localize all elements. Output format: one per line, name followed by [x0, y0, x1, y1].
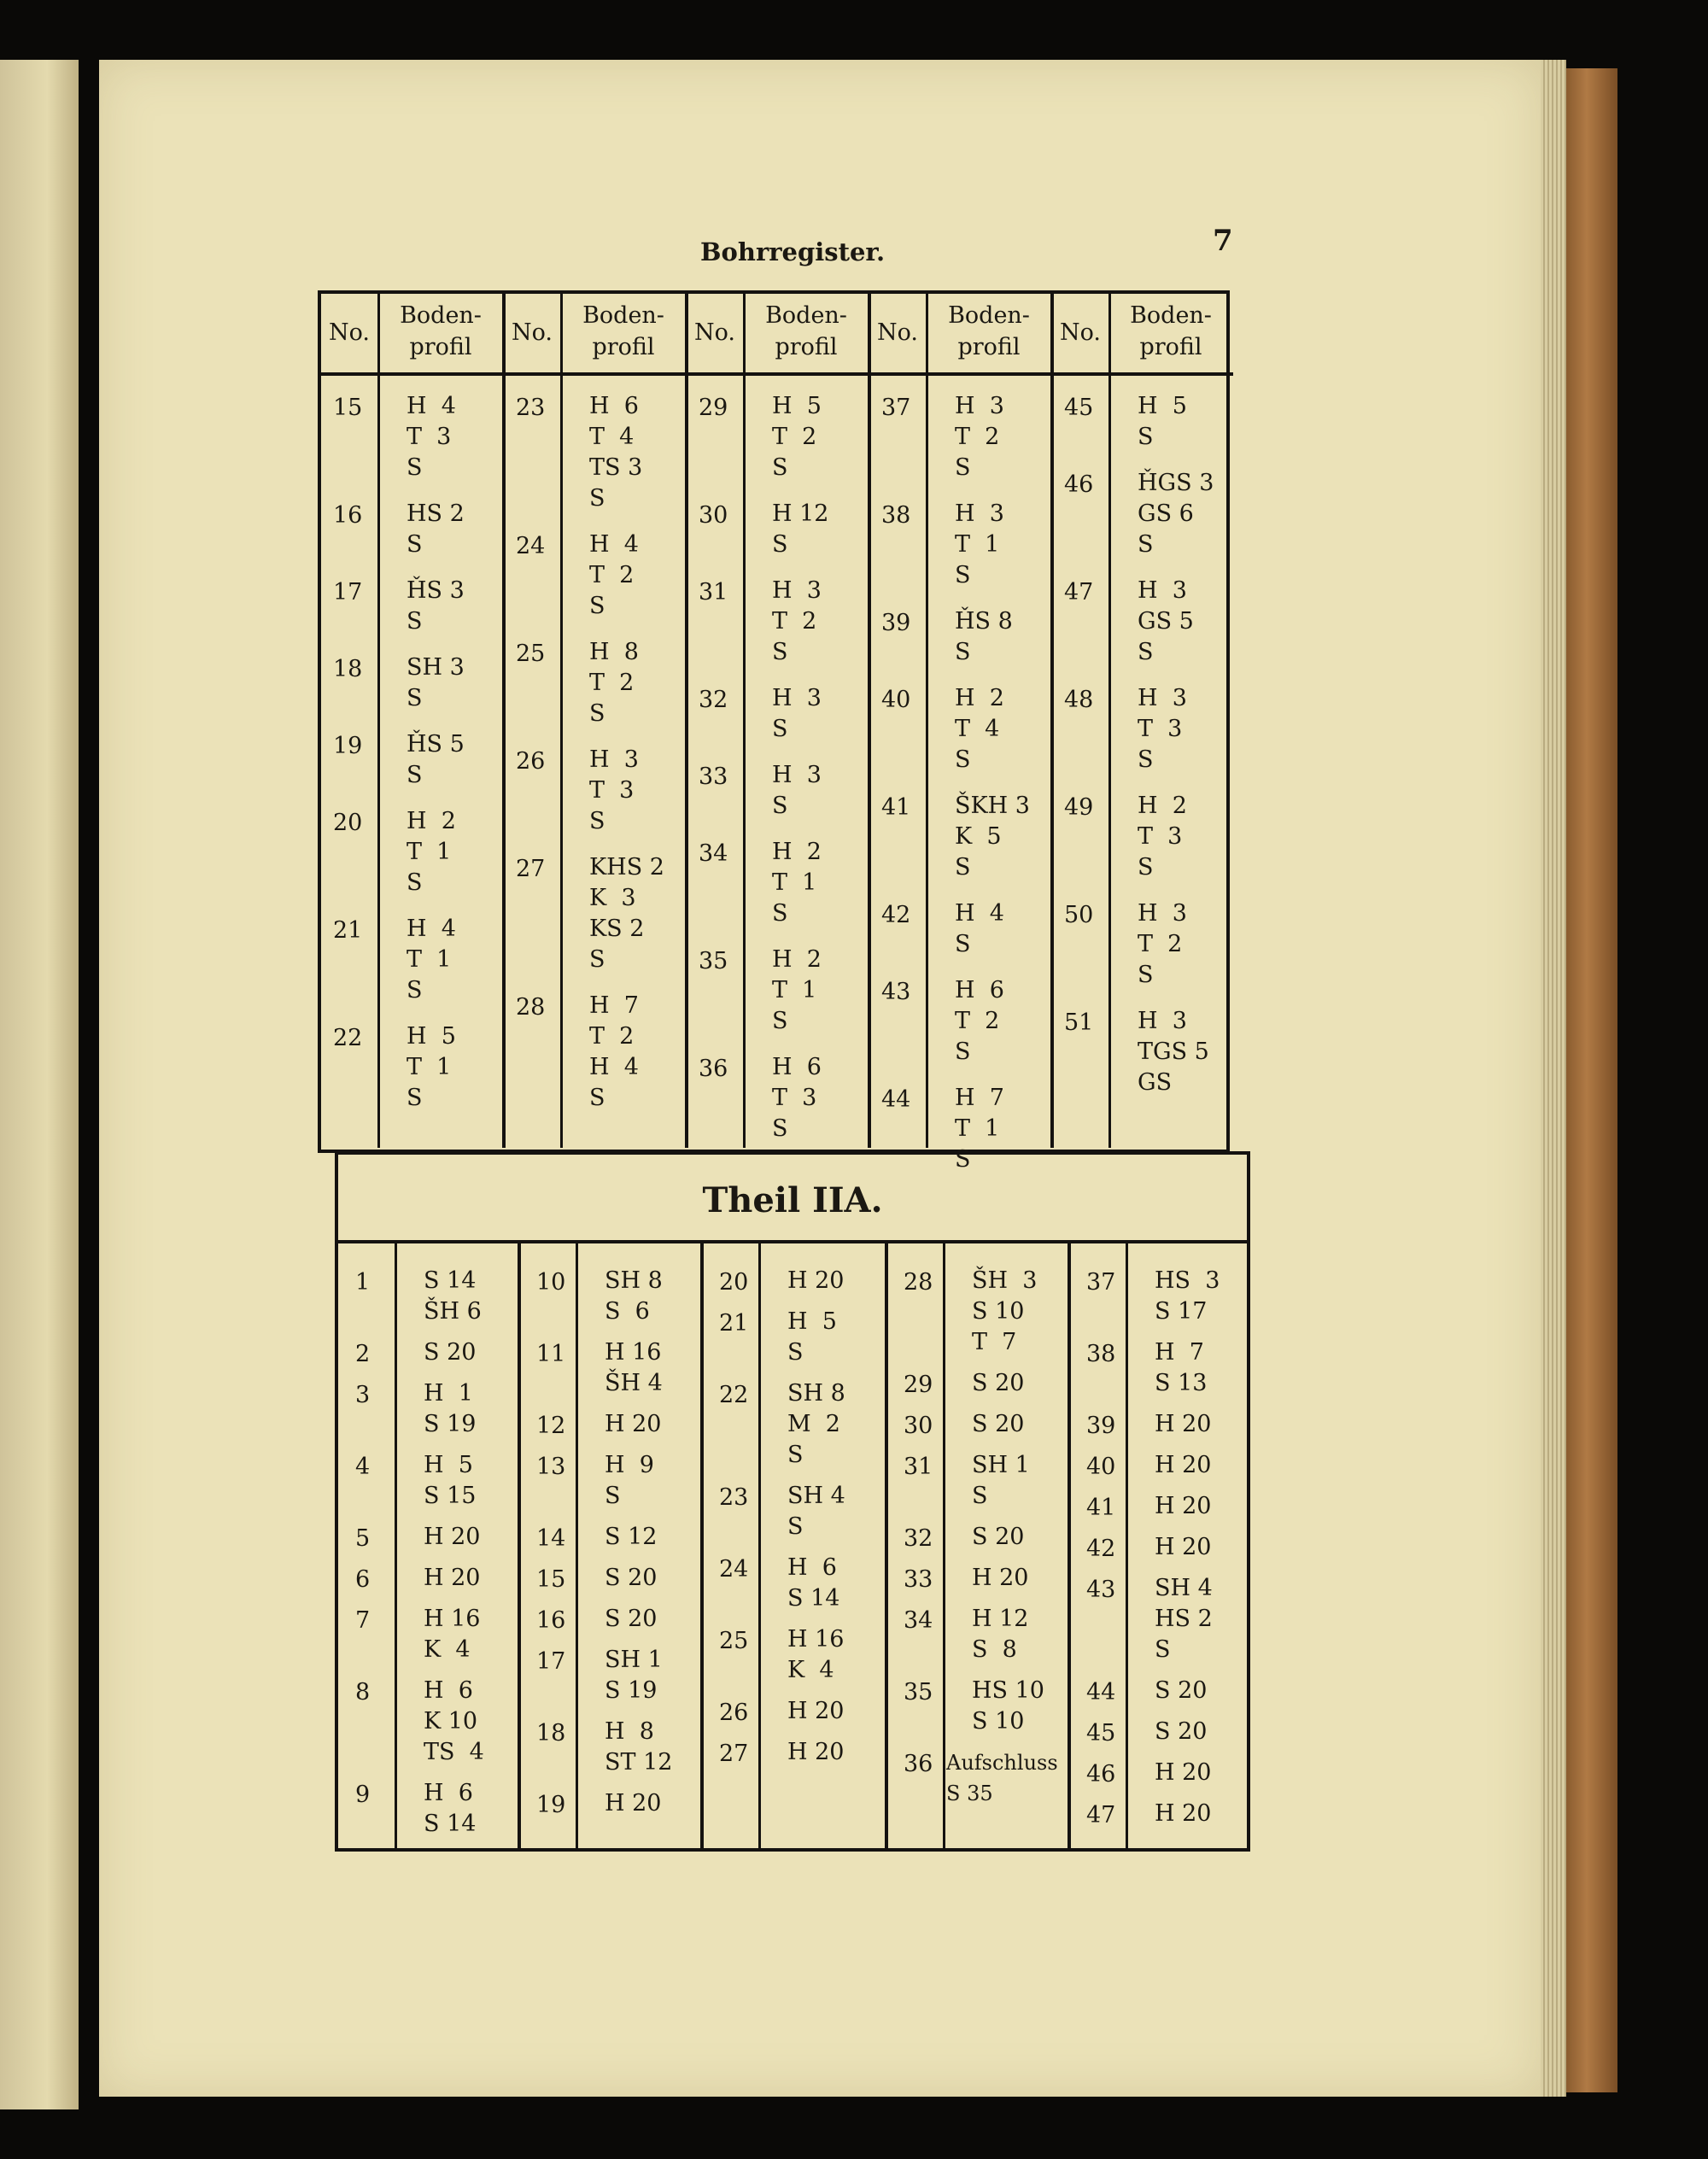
soil-profile: H 8 ST 12 [605, 1718, 673, 1776]
bore-number: 5 [355, 1525, 371, 1552]
soil-profile: H 2 T 3 S [1138, 793, 1187, 881]
soil-profile: ȞS 8 S [955, 608, 1013, 665]
bore-number: 12 [536, 1413, 566, 1439]
soil-profile: H 2 T 1 S [772, 946, 822, 1034]
soil-profile: H 20 [787, 1267, 845, 1294]
soil-profile: H 6 K 10 TS 4 [424, 1677, 484, 1765]
bore-number: 13 [536, 1454, 566, 1480]
bore-number: 34 [904, 1607, 933, 1634]
bore-number: 27 [516, 856, 546, 882]
section-title: Theil IIA. [702, 1180, 883, 1220]
soil-profile: SH 4 HS 2 S [1155, 1575, 1213, 1663]
bore-number: 27 [719, 1741, 749, 1767]
bore-number: 31 [904, 1454, 933, 1480]
soil-profile: S 20 [605, 1565, 658, 1591]
soil-profile: H 16 K 4 [424, 1606, 481, 1663]
bore-number: 50 [1064, 902, 1094, 928]
bore-number: 49 [1064, 794, 1094, 821]
group-rule [685, 294, 688, 1148]
header-no [687, 294, 743, 376]
header-profil-line1: Boden- [582, 302, 664, 329]
bore-number: 42 [881, 902, 911, 928]
header-no-label: No. [329, 319, 370, 346]
header-no-label: No. [512, 319, 553, 346]
bore-number: 40 [1086, 1454, 1116, 1480]
header-profil-line2: profil [775, 334, 838, 360]
header-profil-line2: profil [409, 334, 472, 360]
header-profil-line2: profil [592, 334, 655, 360]
soil-profile: Aufschluss S 35 [946, 1751, 1058, 1805]
header-profil [377, 294, 504, 376]
bore-number: 25 [516, 641, 546, 667]
bore-number: 1 [355, 1269, 371, 1296]
bore-number: 11 [536, 1341, 566, 1367]
bore-number: 42 [1086, 1536, 1116, 1562]
soil-profile: S 12 [605, 1524, 658, 1550]
soil-profile: S 14 ŠH 6 [424, 1267, 482, 1325]
bore-number: 6 [355, 1566, 371, 1593]
soil-profile: H 3 S [772, 762, 822, 819]
soil-profile: H 5 T 2 S [772, 393, 822, 481]
running-title: Bohrregister. [700, 237, 886, 266]
soil-profile: H 4 T 3 S [407, 393, 456, 481]
bore-number: 15 [536, 1566, 566, 1593]
soil-profile: H 20 [1155, 1411, 1212, 1437]
soil-profile: H 1 S 19 [424, 1380, 477, 1437]
bore-number: 39 [1086, 1413, 1116, 1439]
bore-number: 23 [719, 1484, 749, 1511]
bore-number: 48 [1064, 687, 1094, 713]
bore-number: 16 [536, 1607, 566, 1634]
group-rule [868, 294, 871, 1148]
soil-profile: S 20 [972, 1524, 1025, 1550]
soil-profile: H 2 T 1 S [772, 839, 822, 927]
borehole-table-part2 [335, 1151, 1250, 1852]
soil-profile: S 20 [972, 1370, 1025, 1396]
column-rule [395, 1243, 397, 1852]
soil-profile: H 3 GS 5 S [1138, 577, 1194, 665]
soil-profile: H 20 [424, 1524, 481, 1550]
bore-number: 28 [516, 994, 546, 1021]
bore-number: 24 [516, 533, 546, 559]
soil-profile: H 7 T 2 H 4 S [589, 992, 639, 1111]
group-rule [700, 1243, 704, 1852]
bore-number: 35 [699, 948, 728, 974]
bore-number: 25 [719, 1628, 749, 1654]
group-rule [502, 294, 506, 1148]
bore-number: 47 [1064, 579, 1094, 606]
bore-number: 14 [536, 1525, 566, 1552]
soil-profile: H 20 [605, 1790, 662, 1817]
bore-number: 29 [699, 395, 728, 421]
bore-number: 33 [699, 764, 728, 790]
bore-number: 46 [1086, 1761, 1116, 1787]
bore-number: 30 [904, 1413, 933, 1439]
soil-profile: S 20 [424, 1339, 477, 1366]
column-rule [943, 1243, 945, 1852]
soil-profile: H 9 S [605, 1452, 654, 1509]
bore-number: 41 [1086, 1495, 1116, 1521]
header-no [321, 294, 377, 376]
soil-profile: S 20 [1155, 1677, 1208, 1704]
header-profil [926, 294, 1052, 376]
soil-profile: H 8 T 2 S [589, 639, 639, 727]
soil-profile: H 20 [972, 1565, 1029, 1591]
column-rule [1108, 294, 1111, 1148]
bore-number: 37 [881, 395, 911, 421]
bore-number: 46 [1064, 471, 1094, 498]
page-number: 7 [1213, 224, 1233, 258]
soil-profile: H 20 [787, 1739, 845, 1765]
header-no [504, 294, 560, 376]
bore-number: 43 [881, 979, 911, 1005]
bore-number: 16 [333, 502, 363, 529]
soil-profile: HS 2 S [407, 500, 465, 558]
bore-number: 8 [355, 1679, 371, 1706]
bore-number: 18 [536, 1720, 566, 1747]
bore-number: 19 [536, 1792, 566, 1818]
bore-number: 18 [333, 656, 363, 682]
soil-profile: H 20 [787, 1698, 845, 1724]
bore-number: 10 [536, 1269, 566, 1296]
bore-number: 36 [904, 1751, 933, 1777]
column-rule [377, 294, 380, 1148]
bore-number: 17 [536, 1648, 566, 1675]
soil-profile: S 20 [1155, 1718, 1208, 1745]
soil-profile: H 3 T 3 S [589, 746, 639, 834]
column-rule [758, 1243, 761, 1852]
bore-number: 39 [881, 610, 911, 636]
page-block-edge [1541, 60, 1566, 2097]
section-divider [338, 1240, 1247, 1243]
soil-profile: H 3 TGS 5 GS [1138, 1008, 1209, 1096]
bore-number: 24 [719, 1556, 749, 1583]
soil-profile: H 3 T 3 S [1138, 685, 1187, 773]
soil-profile: H 5 T 1 S [407, 1023, 456, 1111]
bore-number: 34 [699, 840, 728, 867]
soil-profile: ȞS 3 S [407, 577, 465, 635]
bore-number: 26 [516, 748, 546, 775]
bore-number: 36 [699, 1056, 728, 1082]
bore-number: 32 [699, 687, 728, 713]
soil-profile: H 6 T 4 TS 3 S [589, 393, 643, 512]
soil-profile: H 16 K 4 [787, 1626, 845, 1683]
column-rule [1126, 1243, 1128, 1852]
soil-profile: H 5 S [1138, 393, 1187, 450]
soil-profile: S 20 [972, 1411, 1025, 1437]
bore-number: 19 [333, 733, 363, 759]
header-no [1052, 294, 1108, 376]
bore-number: 38 [881, 502, 911, 529]
soil-profile: H 3 T 1 S [955, 500, 1004, 588]
soil-profile: ȞGS 3 GS 6 S [1138, 470, 1214, 558]
soil-profile: H 7 T 1 S [955, 1085, 1004, 1173]
soil-profile: HS 10 S 10 [972, 1677, 1044, 1735]
column-rule [560, 294, 563, 1148]
soil-profile: H 3 S [772, 685, 822, 742]
bore-number: 47 [1086, 1802, 1116, 1828]
header-profil-line1: Boden- [1130, 302, 1212, 329]
soil-profile: ŠKH 3 K 5 S [955, 793, 1030, 881]
soil-profile: H 16 ŠH 4 [605, 1339, 663, 1396]
soil-profile: H 3 T 2 S [1138, 900, 1187, 988]
soil-profile: KHS 2 K 3 KS 2 S [589, 854, 664, 973]
bore-number: 23 [516, 395, 546, 421]
header-profil-line1: Boden- [948, 302, 1030, 329]
soil-profile: H 2 T 4 S [955, 685, 1004, 773]
bore-number: 37 [1086, 1269, 1116, 1296]
bore-number: 32 [904, 1525, 933, 1552]
header-profil [1108, 294, 1233, 376]
group-rule [885, 1243, 888, 1852]
soil-profile: H 6 S 14 [424, 1780, 477, 1837]
soil-profile: H 6 T 3 S [772, 1054, 822, 1142]
soil-profile: H 4 T 2 S [589, 531, 639, 619]
soil-profile: H 3 T 2 S [955, 393, 1004, 481]
bore-number: 22 [333, 1025, 363, 1051]
left-page-edge [0, 60, 79, 2109]
soil-profile: H 4 S [955, 900, 1004, 957]
header-profil-line2: profil [957, 334, 1021, 360]
group-rule [1068, 1243, 1071, 1852]
soil-profile: H 20 [1155, 1800, 1212, 1827]
header-profil [560, 294, 687, 376]
bore-number: 7 [355, 1607, 371, 1634]
soil-profile: H 20 [1155, 1452, 1212, 1478]
header-profil-line1: Boden- [765, 302, 847, 329]
soil-profile: H 20 [424, 1565, 481, 1591]
bore-number: 43 [1086, 1577, 1116, 1603]
bore-number: 30 [699, 502, 728, 529]
bore-number: 45 [1086, 1720, 1116, 1747]
bore-number: 3 [355, 1382, 371, 1408]
borehole-table-part1 [318, 290, 1230, 1173]
header-no-label: No. [877, 319, 918, 346]
header-profil-line2: profil [1139, 334, 1202, 360]
column-rule [576, 1243, 578, 1852]
bore-number: 2 [355, 1341, 371, 1367]
bore-number: 41 [881, 794, 911, 821]
bore-number: 17 [333, 579, 363, 606]
bore-number: 21 [333, 917, 363, 944]
bore-number: 40 [881, 687, 911, 713]
soil-profile: H 6 S 14 [787, 1554, 840, 1612]
bore-number: 26 [719, 1700, 749, 1726]
soil-profile: ȞS 5 S [407, 731, 465, 788]
bore-number: 20 [719, 1269, 749, 1296]
soil-profile: H 4 T 1 S [407, 916, 456, 1003]
soil-profile: H 20 [1155, 1759, 1212, 1786]
bore-number: 28 [904, 1269, 933, 1296]
soil-profile: H 2 T 1 S [407, 808, 456, 896]
group-rule [1050, 294, 1054, 1148]
bore-number: 33 [904, 1566, 933, 1593]
soil-profile: H 5 S [787, 1308, 837, 1366]
bore-number: 35 [904, 1679, 933, 1706]
soil-profile: SH 1 S [972, 1452, 1030, 1509]
soil-profile: H 3 T 2 S [772, 577, 822, 665]
soil-profile: H 7 S 13 [1155, 1339, 1208, 1396]
soil-profile: SH 8 S 6 [605, 1267, 663, 1325]
header-profil [743, 294, 869, 376]
bore-number: 20 [333, 810, 363, 836]
soil-profile: SH 4 S [787, 1483, 845, 1540]
header-no-label: No. [694, 319, 735, 346]
soil-profile: H 5 S 15 [424, 1452, 477, 1509]
soil-profile: H 6 T 2 S [955, 977, 1004, 1065]
header-profil-line1: Boden- [400, 302, 482, 329]
soil-profile: SH 1 S 19 [605, 1647, 663, 1704]
soil-profile: H 12 S [772, 500, 829, 558]
bore-number: 29 [904, 1372, 933, 1398]
bore-number: 44 [1086, 1679, 1116, 1706]
bore-number: 22 [719, 1382, 749, 1408]
soil-profile: HS 3 S 17 [1155, 1267, 1220, 1325]
soil-profile: SH 3 S [407, 654, 465, 711]
bore-number: 45 [1064, 395, 1094, 421]
book-cover-edge [1566, 68, 1617, 2092]
column-rule [743, 294, 746, 1148]
bore-number: 9 [355, 1782, 371, 1808]
soil-profile: H 20 [1155, 1534, 1212, 1560]
header-no-label: No. [1060, 319, 1101, 346]
bore-number: 4 [355, 1454, 371, 1480]
soil-profile: ŠH 3 S 10 T 7 [972, 1267, 1038, 1355]
header-no [869, 294, 926, 376]
soil-profile: H 20 [605, 1411, 662, 1437]
bore-number: 31 [699, 579, 728, 606]
bore-number: 44 [881, 1086, 911, 1113]
soil-profile: H 12 S 8 [972, 1606, 1029, 1663]
bore-number: 38 [1086, 1341, 1116, 1367]
bore-number: 21 [719, 1310, 749, 1337]
soil-profile: S 20 [605, 1606, 658, 1632]
soil-profile: H 20 [1155, 1493, 1212, 1519]
bore-number: 15 [333, 395, 363, 421]
group-rule [518, 1243, 521, 1852]
bore-number: 51 [1064, 1009, 1094, 1036]
soil-profile: SH 8 M 2 S [787, 1380, 845, 1468]
column-rule [926, 294, 928, 1148]
